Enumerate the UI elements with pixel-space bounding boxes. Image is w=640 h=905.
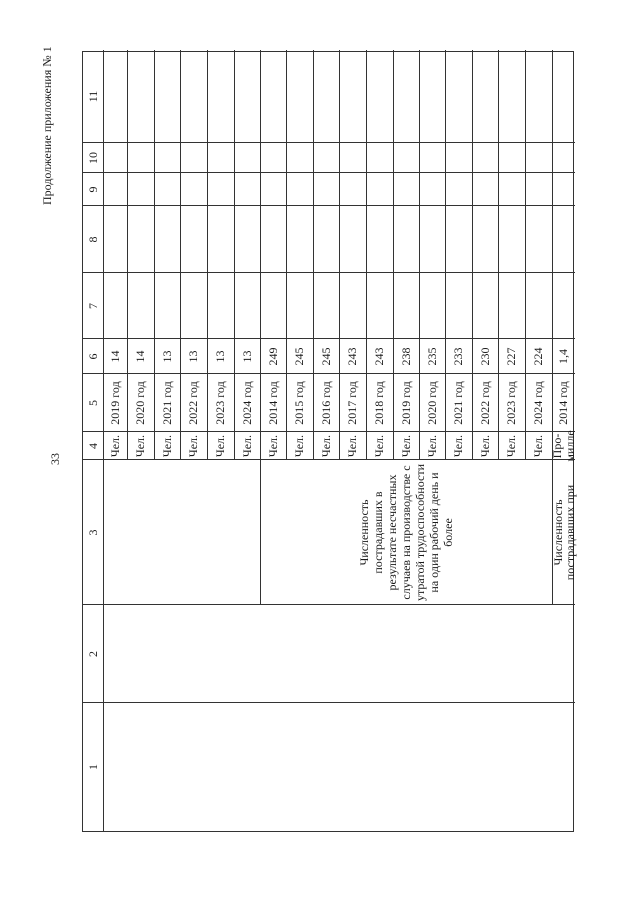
unit-cell: Чел. [133,434,147,458]
header-number-cell: 1 [85,764,100,770]
page-number: 33 [48,453,62,465]
header-number-cell: 10 [85,152,100,164]
value-cell: 243 [372,347,386,366]
unit-cell: Чел. [107,434,122,458]
year-cell: 2021 год [451,381,465,425]
indicator-table [82,51,577,832]
unit-cell: Чел. [451,434,465,458]
unit-cell: Чел. [531,434,545,458]
year-cell: 2024 год [239,381,254,425]
column-divider [83,205,575,206]
value-cell: 14 [133,350,147,363]
year-cell: 2019 год [398,381,413,425]
year-cell: 2014 год [556,381,570,425]
year-cell: 2022 год [186,381,200,425]
value-cell: 1,4 [556,349,570,364]
header-number-cell: 5 [85,400,100,406]
column-divider [83,142,575,143]
column-divider [83,172,575,173]
value-cell: 227 [504,347,518,366]
unit-cell: Чел. [477,434,492,458]
header-number-cell: 6 [85,353,100,360]
header-number-cell: 11 [85,90,100,103]
year-cell: 2022 год [477,381,492,425]
unit-cell: Чел. [372,434,386,458]
value-cell: 235 [424,347,439,366]
column-divider [83,702,575,703]
indicator-description: Численность пострадавших в результате несчастных случаев на производстве с утратой трудоспособности на один рабочий день и более [357,464,455,601]
column-divider [83,272,575,273]
unit-cell: Чел. [239,434,254,458]
value-cell: 249 [265,347,280,366]
year-cell: 2014 год [265,381,280,425]
unit-cell: Чел. [398,434,413,458]
year-cell: 2019 год [107,381,122,425]
header-number-cell: 2 [85,651,100,657]
unit-cell: Чел. [186,434,200,458]
year-cell: 2020 год [424,381,439,425]
year-cell: 2017 год [345,381,359,425]
value-cell: 13 [186,350,200,363]
value-cell: 233 [451,347,465,366]
year-cell: 2018 год [372,381,386,425]
header-number-cell: 9 [85,186,100,193]
unit-cell: Чел. [424,434,439,458]
unit-cell: Чел. [504,434,518,458]
indicator-description: Численность пострадавших при [550,484,577,581]
appendix-note: Продолжение приложения № 1 [40,46,54,205]
year-cell: 2023 год [213,381,227,425]
header-number-cell: 7 [85,303,100,309]
value-cell: 13 [159,350,174,363]
year-cell: 2016 год [318,381,333,425]
unit-cell: Чел. [292,434,306,458]
unit-cell: Чел. [159,434,174,458]
value-cell: 13 [239,350,254,363]
value-cell: 13 [213,350,227,363]
unit-cell: Чел. [265,434,280,458]
value-cell: 230 [477,347,492,366]
value-cell: 238 [398,347,413,366]
value-cell: 243 [345,347,359,366]
header-number-cell: 4 [85,443,100,449]
value-cell: 245 [318,347,333,366]
unit-cell: Чел. [345,434,359,458]
header-number-cell: 3 [85,529,100,536]
value-cell: 245 [292,347,306,366]
header-number-cell: 8 [85,236,100,243]
unit-cell: Про-милле [549,430,577,462]
year-cell: 2020 год [133,381,147,425]
year-cell: 2023 год [504,381,518,425]
unit-cell: Чел. [213,434,227,458]
year-cell: 2021 год [159,381,174,425]
value-cell: 14 [107,350,122,363]
value-cell: 224 [531,347,545,366]
year-cell: 2015 год [292,381,306,425]
year-cell: 2024 год [531,381,545,425]
unit-cell: Чел. [318,434,333,458]
